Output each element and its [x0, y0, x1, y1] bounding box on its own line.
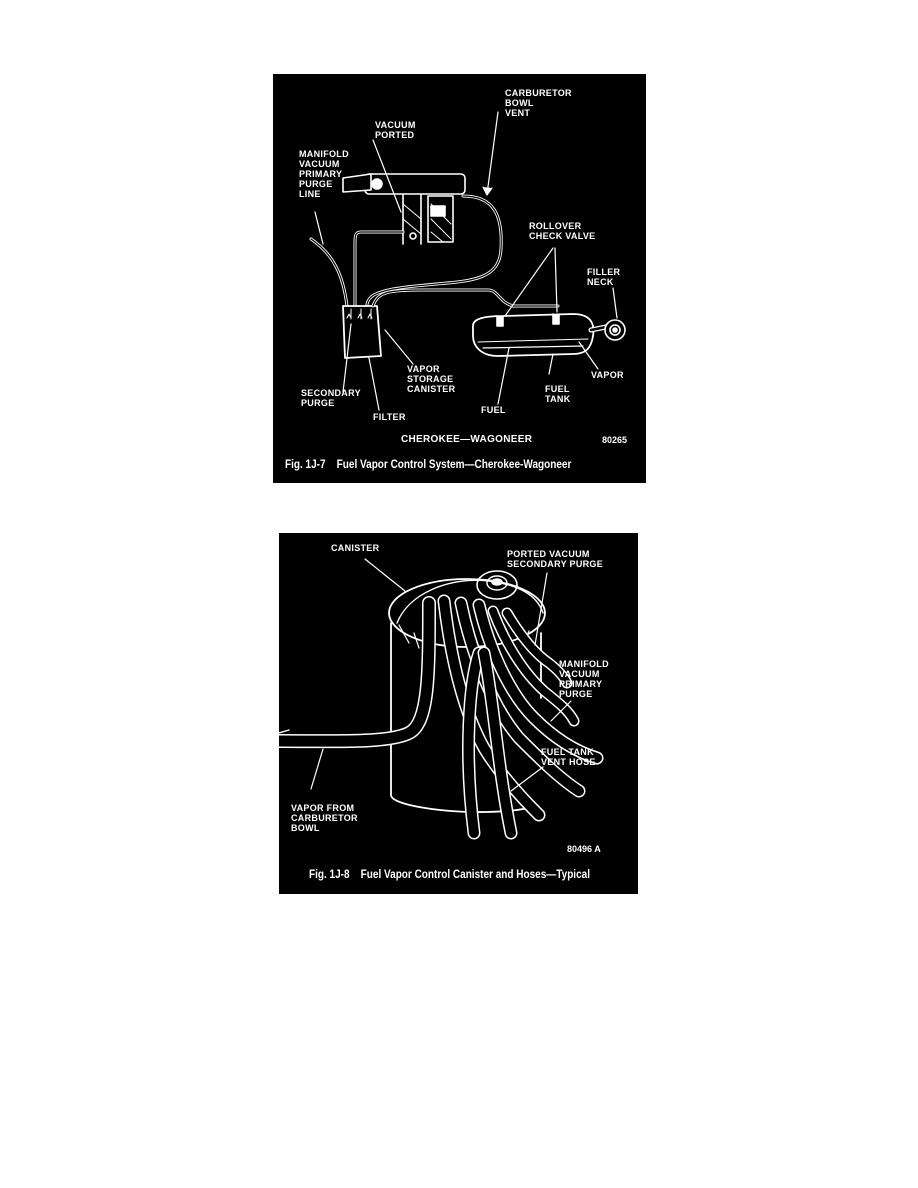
arrow-vapor-from-carb — [311, 749, 323, 789]
manifold-purge-line — [311, 239, 347, 306]
label-secondary-purge: SECONDARY PURGE — [301, 388, 361, 408]
label-rollover-check-valve: ROLLOVER CHECK VALVE — [529, 221, 596, 241]
label-fuel-tank-vent-hose: FUEL TANK VENT HOSE — [541, 747, 596, 767]
figure1-subtitle: CHEROKEE—WAGONEER — [401, 434, 533, 445]
arrow-fuel-tank-vent — [511, 767, 543, 791]
arrow-filler-neck — [613, 288, 617, 318]
arrow-fuel-tank — [549, 354, 553, 374]
vapor-hose-carb-bowl — [279, 603, 429, 741]
figure2-ref-number: 80496 A — [567, 844, 601, 854]
figure1-caption: Fig. 1J-7 Fuel Vapor Control System—Cherokee-Wagoneer — [285, 459, 572, 472]
label-fuel: FUEL — [481, 405, 506, 415]
label-filter: FILTER — [373, 412, 406, 422]
label-manifold-vacuum-primary-purge-line: MANIFOLD VACUUM PRIMARY PURGE LINE — [299, 149, 349, 199]
figure-fuel-vapor-control-system — [273, 74, 646, 483]
arrow-canister — [365, 559, 405, 591]
arrow-filter — [369, 358, 379, 410]
label-vapor-from-carburetor-bowl: VAPOR FROM CARBURETOR BOWL — [291, 803, 358, 833]
arrow-bowl-vent — [487, 112, 498, 194]
label-manifold-vacuum-primary-purge: MANIFOLD VACUUM PRIMARY PURGE — [559, 659, 609, 699]
label-filler-neck: FILLER NECK — [587, 267, 621, 287]
rollover-valve-right — [553, 314, 559, 324]
carb-fitting — [372, 179, 382, 189]
arrow-canister — [385, 330, 413, 364]
vacuum-ported-line — [355, 232, 403, 306]
label-vacuum-ported: VACUUM PORTED — [375, 120, 416, 140]
figure1-ref-number: 80265 — [602, 435, 628, 445]
rollover-valve-left — [497, 316, 503, 326]
hose-group — [444, 601, 597, 833]
tank-vent-line — [373, 290, 558, 306]
label-vapor: VAPOR — [591, 370, 624, 380]
fuel-tank — [473, 314, 593, 356]
label-fuel-tank: FUEL TANK — [545, 384, 571, 404]
label-ported-vacuum-secondary-purge: PORTED VACUUM SECONDARY PURGE — [507, 549, 604, 569]
canister-hoses-drawing — [279, 533, 638, 894]
arrow-rollover-right — [555, 248, 557, 312]
label-carburetor-bowl-vent: CARBURETOR BOWL VENT — [505, 88, 572, 118]
figure-canister-and-hoses — [279, 533, 638, 894]
vapor-hose-carb-bowl-inner — [279, 603, 429, 741]
label-vapor-storage-canister: VAPOR STORAGE CANISTER — [407, 364, 456, 394]
label-canister: CANISTER — [331, 543, 380, 553]
arrow-manifold — [315, 212, 323, 244]
figure2-caption: Fig. 1J-8 Fuel Vapor Control Canister and Hoses—Typical — [309, 869, 590, 882]
